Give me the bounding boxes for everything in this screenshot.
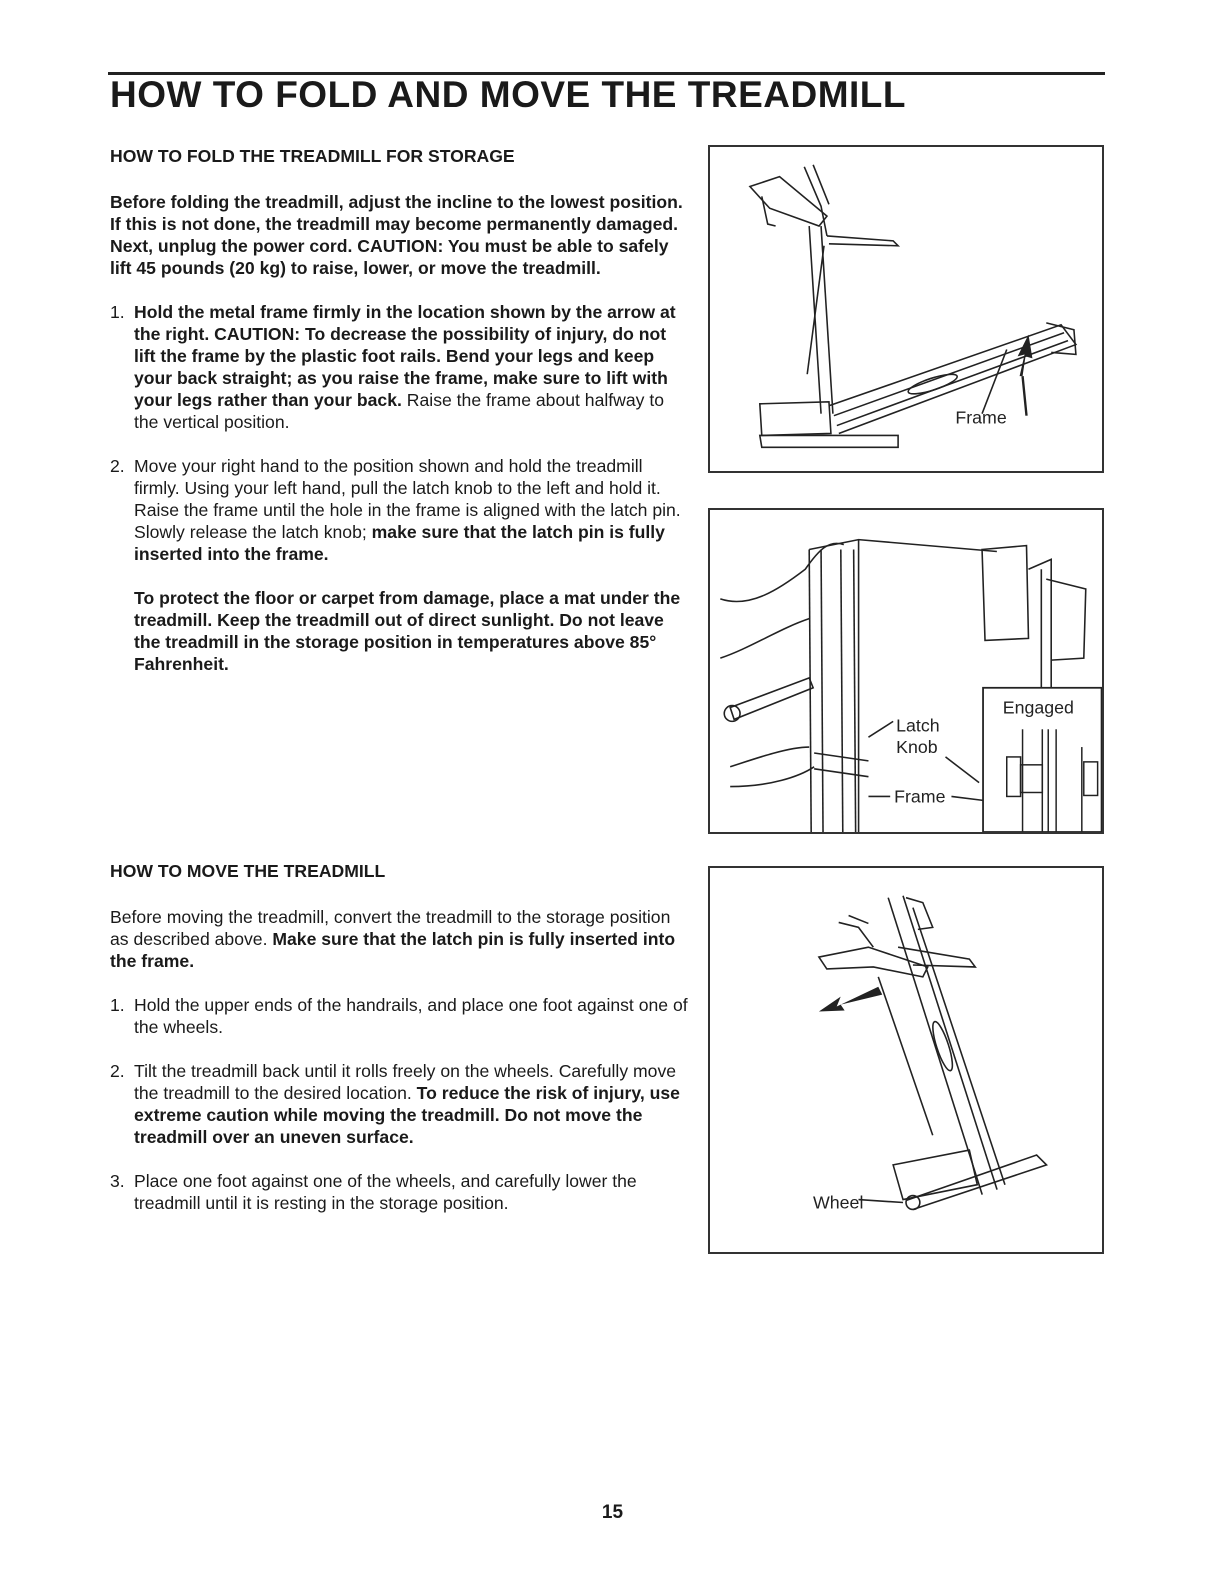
move-intro <box>110 906 690 972</box>
move-step-1-number: 1. <box>110 995 125 1015</box>
figure-latch <box>708 508 1104 834</box>
move-heading: HOW TO MOVE THE TREADMILL <box>110 861 386 881</box>
wheel-label: Wheel <box>812 1192 864 1213</box>
treadmill-tilted-illustration <box>710 868 1102 1252</box>
fold-step-1-bold: Hold the metal frame firmly in the location shown by the arrow at the right. CAUTION: To decrease the possibility of injury, do not lift the frame by the plastic foot rails. Bend your legs and keep your back straight; as you raise the frame, make sure to lift with your legs rather than your back. <box>134 302 676 410</box>
move-step-2-number: 2. <box>110 1061 125 1081</box>
frame-label-2: Frame <box>894 786 946 807</box>
move-step-3 <box>110 1170 690 1214</box>
lift-arrow-icon <box>1018 335 1033 376</box>
move-direction-arrow-icon <box>819 987 882 1012</box>
frame-label: Frame <box>955 407 1007 428</box>
page-number: 15 <box>601 1502 624 1523</box>
figure-lift-frame <box>708 145 1104 473</box>
fold-step-2 <box>110 455 690 565</box>
page-title: HOW TO FOLD AND MOVE THE TREADMILL <box>110 74 907 115</box>
fold-intro: Before folding the treadmill, adjust the incline to the lowest position. If this is not done, the treadmill may become permanently damaged. Next, unplug the power cord. CAUTION: You must be able to safely lift 45 pounds (20 kg) to raise, lower, or move the treadmill. <box>110 192 683 278</box>
figure-move <box>708 866 1104 1254</box>
move-intro-bold: Make sure that the latch pin is fully inserted into the frame. <box>110 929 676 971</box>
move-step-2 <box>110 1060 690 1148</box>
fold-step-1 <box>110 301 690 433</box>
engaged-label: Engaged <box>1002 697 1074 718</box>
fold-step-2-bold: make sure that the latch pin is fully inserted into the frame. <box>134 522 665 564</box>
move-step-3-text: Place one foot against one of the wheels, and carefully lower the treadmill until it is resting in the storage position. <box>134 1171 637 1213</box>
move-intro-text: Before moving the treadmill, convert the treadmill to the storage position as described above. <box>110 907 671 949</box>
fold-step-2-number: 2. <box>110 456 125 476</box>
move-step-1-text: Hold the upper ends of the handrails, and place one foot against one of the wheels. <box>134 995 688 1037</box>
fold-step-2-text: Move your right hand to the position shown and hold the treadmill firmly. Using your left hand, pull the latch knob to the left and hold it. Raise the frame until the hole in the frame is aligned with the latch pin. Slowly release the latch knob; <box>134 456 681 542</box>
fold-step-1-number: 1. <box>110 302 125 322</box>
fold-step-1-text: Raise the frame about halfway to the vertical position. <box>134 390 664 432</box>
move-step-3-number: 3. <box>110 1171 125 1191</box>
move-step-2-bold: To reduce the risk of injury, use extreme caution while moving the treadmill. Do not move the treadmill over an uneven surface. <box>134 1083 680 1147</box>
move-step-1 <box>110 994 690 1038</box>
move-step-2-text: Tilt the treadmill back until it rolls freely on the wheels. Carefully move the treadmill to the desired location. <box>134 1061 677 1103</box>
knob-label: Knob <box>896 736 938 757</box>
fold-heading: HOW TO FOLD THE TREADMILL FOR STORAGE <box>110 146 515 166</box>
fold-section <box>110 145 690 675</box>
move-section <box>110 860 690 1214</box>
engaged-inset <box>983 688 1102 832</box>
latch-label: Latch <box>896 715 940 736</box>
fold-note: To protect the floor or carpet from damage, place a mat under the treadmill. Keep the treadmill out of direct sunlight. Do not leave the treadmill in the storage position in temperatures above 85° Fahrenheit. <box>134 588 681 674</box>
treadmill-half-folded-illustration <box>710 147 1102 471</box>
latch-knob-illustration <box>710 510 1102 832</box>
